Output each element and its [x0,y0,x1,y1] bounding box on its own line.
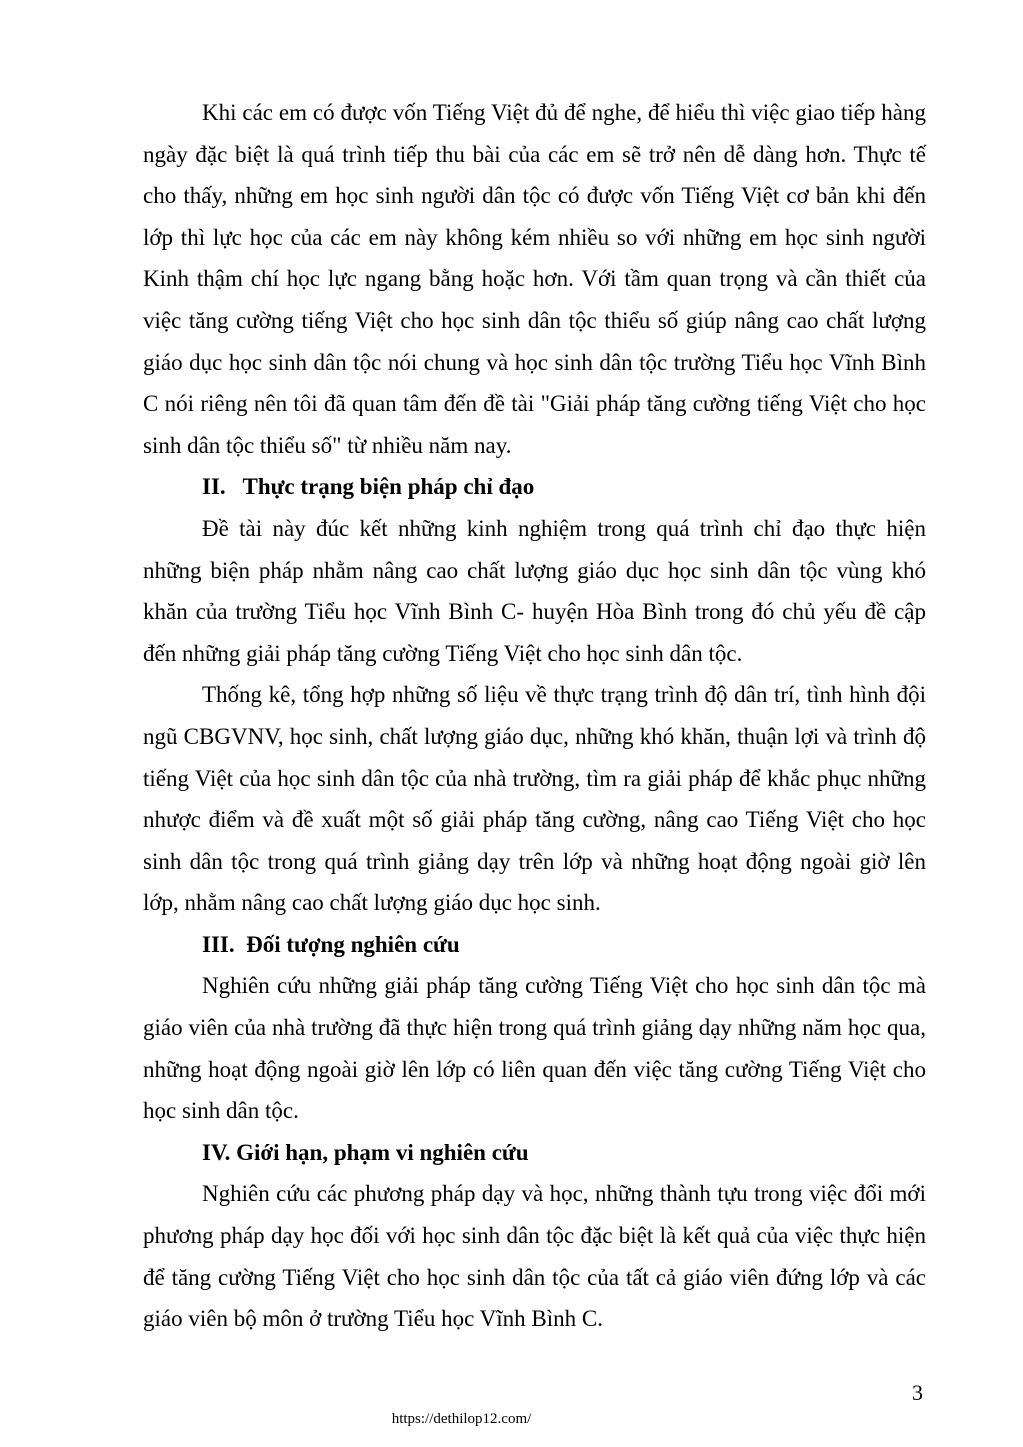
footer-url: https://dethilop12.com/ [391,1411,532,1427]
paragraph-section-2-a: Đề tài này đúc kết những kinh nghiệm trong quá trình chỉ đạo thực hiện những biện pháp nhằm nâng cao chất lượng giáo dục học sinh dân tộc vùng khó khăn của trường Tiểu học Vĩnh Bình C- huyện Hòa Bình trong đó chủ yếu đề cập đến những giải pháp tăng cường Tiếng Việt cho học sinh dân tộc. [143,515,926,666]
heading-section-4: IV. Giới hạn, phạm vi nghiên cứu [202,1139,529,1165]
paragraph-section-3: Nghiên cứu những giải pháp tăng cường Tiếng Việt cho học sinh dân tộc mà giáo viên của nhà trường đã thực hiện trong quá trình giảng dạy những năm học qua, những hoạt động ngoài giờ lên lớp có liên quan đến việc tăng cường Tiếng Việt cho học sinh dân tộc. [143,973,926,1124]
heading-section-3: III. Đối tượng nghiên cứu [202,931,460,957]
heading-section-2: II. Thực trạng biện pháp chỉ đạo [202,474,535,500]
paragraph-intro: Khi các em có được vốn Tiếng Việt đủ để nghe, để hiểu thì việc giao tiếp hàng ngày đặc biệt là quá trình tiếp thu bài của các em sẽ trở nên dễ dàng hơn. Thực tế cho thấy, những em học sinh người dân tộc có được vốn Tiếng Việt cơ bản khi đến lớp thì lực học của các em này không kém nhiều so với những em học sinh người Kinh thậm chí học lực ngang bằng hoặc hơn. Với tầm quan trọng và cần thiết của việc tăng cường tiếng Việt cho học sinh dân tộc thiểu số giúp nâng cao chất lượng giáo dục học sinh dân tộc nói chung và học sinh dân tộc trường Tiểu học Vĩnh Bình C nói riêng nên tôi đã quan tâm đến đề tài "Giải pháp tăng cường tiếng Việt cho học sinh dân tộc thiểu số" từ nhiều năm nay. [143,100,926,458]
document-body [143,92,926,1340]
page-number: 3 [912,1380,923,1405]
paragraph-section-4: Nghiên cứu các phương pháp dạy và học, những thành tựu trong việc đổi mới phương pháp dạy học đối với học sinh dân tộc đặc biệt là kết quả của việc thực hiện để tăng cường Tiếng Việt cho học sinh dân tộc của tất cả giáo viên đứng lớp và các giáo viên bộ môn ở trường Tiểu học Vĩnh Bình C. [143,1181,926,1332]
paragraph-section-2-b: Thống kê, tổng hợp những số liệu về thực trạng trình độ dân trí, tình hình đội ngũ CBGVNV, học sinh, chất lượng giáo dục, những khó khăn, thuận lợi và trình độ tiếng Việt của học sinh dân tộc của nhà trường, tìm ra giải pháp để khắc phục những nhược điểm và đề xuất một số giải pháp tăng cường, nâng cao Tiếng Việt cho học sinh dân tộc trong quá trình giảng dạy trên lớp và những hoạt động ngoài giờ lên lớp, nhằm nâng cao chất lượng giáo dục học sinh. [143,682,926,916]
